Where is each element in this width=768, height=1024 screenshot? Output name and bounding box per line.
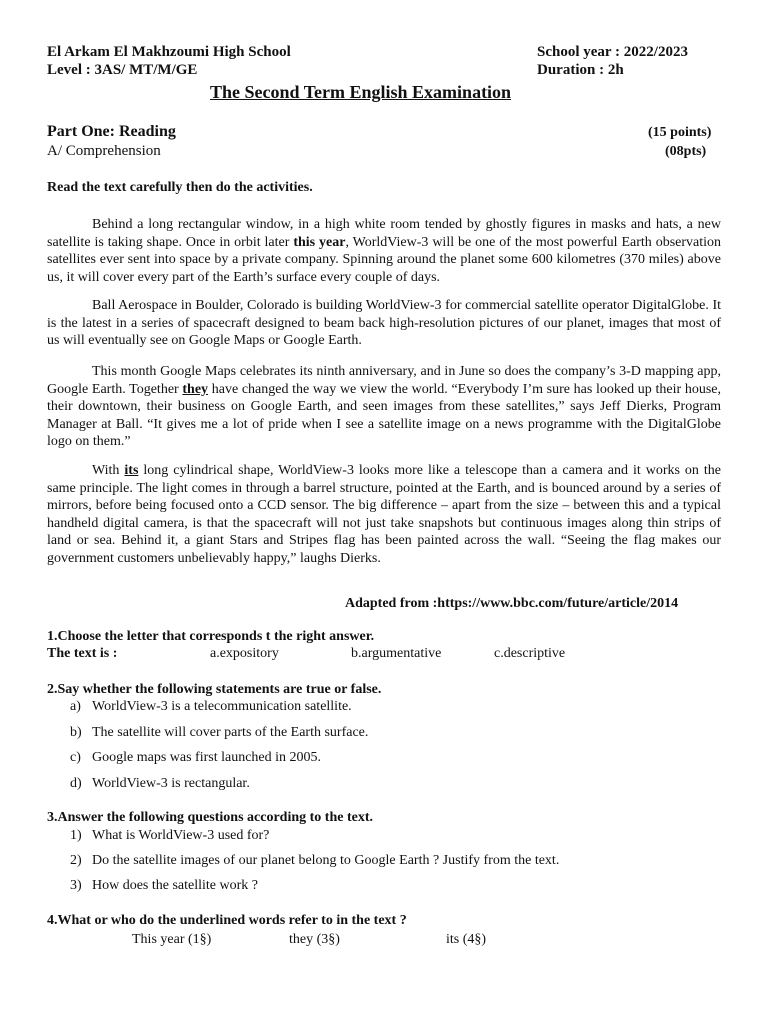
q1-option-c: c.descriptive	[494, 646, 566, 661]
q4-word-its: its (4§)	[446, 932, 487, 947]
level: Level : 3AS/ MT/M/GE	[47, 62, 198, 78]
duration: Duration : 2h	[537, 62, 624, 78]
paragraph-3: This month Google Maps celebrates its ninth anniversary, and in June so does the company’s 3-D mapping app, Google Earth. Together they have changed the way we view the world. “Everybody I’m sure has looked up their house, their downtown, their business on Google Earth, and seen images from these satellites,” says Jeff Dierks, Program Manager at Ball. “It gives me a lot of pride when I see a satellite image on a news programme with the DigitalGlobe logo on them.”	[47, 364, 721, 450]
comprehension-heading: A/ Comprehension	[47, 143, 161, 159]
q4-word-they: they (3§)	[289, 932, 340, 947]
underlined-they: they	[182, 381, 209, 397]
school-name: El Arkam El Makhzoumi High School	[47, 44, 291, 60]
q4-title: 4.What or who do the underlined words refer to in the text ?	[47, 913, 407, 928]
q2-item-a: a) WorldView-3 is a telecommunication satellite.	[70, 699, 352, 714]
q1-option-b: b.argumentative	[351, 646, 442, 661]
q4-word-this-year: This year (1§)	[132, 932, 212, 947]
q2-title: 2.Say whether the following statements are true or false.	[47, 682, 382, 697]
q2-item-c: c) Google maps was first launched in 2005.	[70, 750, 322, 765]
underlined-this-year: this year	[293, 234, 346, 250]
source-citation: Adapted from :https://www.bbc.com/future/article/2014	[345, 596, 679, 611]
q3-item-2: 2) Do the satellite images of our planet belong to Google Earth ? Justify from the text.	[70, 853, 560, 868]
q1-option-a: a.expository	[210, 646, 279, 661]
school-year: School year : 2022/2023	[537, 44, 688, 60]
q3-title: 3.Answer the following questions according to the text.	[47, 810, 374, 825]
part-one-title: Part One: Reading	[47, 123, 176, 140]
part-one-points: (15 points)	[648, 125, 712, 140]
q3-item-1: 1) What is WorldView-3 used for?	[70, 828, 270, 843]
exam-title: The Second Term English Examination	[210, 82, 512, 102]
q1-stem: The text is :	[47, 646, 118, 661]
paragraph-4: With its long cylindrical shape, WorldView-3 looks more like a telescope than a camera and it works on the same principle. The light comes in through a barrel structure, pointed at the Earth, and is bounced around by a series of mirrors, before being focused onto a CCD sensor. The big difference – apart from the size – between this and a typical handheld digital camera, is that the spacecraft will not just take snapshots but continuous images along thin strips of land or sea. Behind it, a giant Stars and Stripes flag has been painted across the wall. “Seeing the flag makes our government customers unbelievably happy,” laughs Dierks.	[47, 463, 721, 566]
comprehension-points: (08pts)	[665, 144, 707, 159]
underlined-its: its	[124, 463, 139, 478]
q1-title: 1.Choose the letter that corresponds t the right answer.	[47, 629, 375, 644]
q2-item-b: b) The satellite will cover parts of the Earth surface.	[70, 725, 369, 740]
instruction: Read the text carefully then do the activities.	[47, 180, 313, 195]
q3-item-3: 3) How does the satellite work ?	[70, 878, 259, 893]
paragraph-2: Ball Aerospace in Boulder, Colorado is building WorldView-3 for commercial satellite operator DigitalGlobe. It is the latest in a series of spacecraft designed to beam back high-resolution pictures of our planet, images that most of us will eventually see on Google Maps or Google Earth.	[47, 298, 721, 349]
q2-item-d: d) WorldView-3 is rectangular.	[70, 776, 250, 791]
paragraph-1: Behind a long rectangular window, in a high white room tended by ghostly figures in masks and hats, a new satellite is taking shape. Once in orbit later this year, WorldView-3 will be one of the most powerful Earth observation satellites ever sent into space by a private company. Spinning around the planet some 600 kilometres (370 miles) above us, it will cover every part of the Earth’s surface every couple of days.	[47, 217, 722, 285]
